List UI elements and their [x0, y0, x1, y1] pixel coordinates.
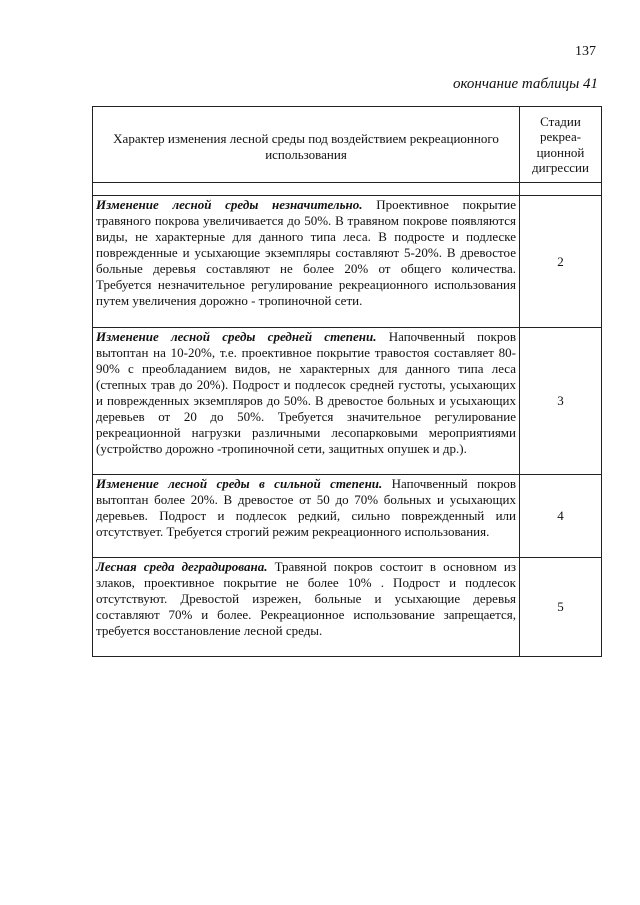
row-stage: 3	[520, 328, 602, 475]
row-description	[93, 328, 520, 475]
header-stage-line: дигрессии	[532, 160, 589, 175]
row-description	[93, 558, 520, 657]
stages-table	[92, 106, 602, 657]
row-lead: Лесная среда деградирована.	[96, 559, 268, 574]
row-stage: 2	[520, 196, 602, 328]
row-stage: 5	[520, 558, 602, 657]
table-row	[93, 328, 602, 475]
header-stage-line: ционной	[536, 144, 585, 160]
header-stage-line: Стадии	[540, 113, 581, 129]
table-row	[93, 558, 602, 657]
header-description: Характер изменения лесной среды под воздействием рекреационного использования	[93, 107, 520, 183]
page-number: 137	[575, 44, 596, 59]
row-text: Проективное покрытие травяного покрова увеличивается до 50%. В травяном покрове появляются виды, не характерные для данного типа леса. В подросте и подлеске поврежденные и усыхающие экземпляры составляют 5-20%. В древостое больные деревья составляют не более 20% от общего количества. Требуется незначительное регулирование рекреационного использования путем увеличения дорожно - тропиночной сети.	[96, 197, 516, 308]
row-text: Напочвенный покров вытоптан на 10-20%, т.е. проективное покрытие травостоя составляет 80-90% с преобладанием видов, не характерных для данного типа леса (степных трав до 20%). Подрост и подлесок средней густоты, усыхающих и поврежденных экземпляров до 50%. В древостое больных и усыхающих деревьев от 20 до 50%. Требуется значительное регулирование рекреационной нагрузки различными лесопарковыми мероприятиями (устройство дорожно -тропиночной сети, защитных опушек и др.).	[96, 329, 516, 456]
table-spacer-row	[93, 183, 602, 196]
row-stage: 4	[520, 475, 602, 558]
table-row	[93, 196, 602, 328]
row-text: Напочвенный покров вытоптан более 20%. В древостое от 50 до 70% больных и усыхающих деревьев. Подрост и подлесок редкий, сильно поврежденный или отсутствует. Требуется строгий режим рекреационного использования.	[96, 476, 516, 539]
header-stage	[520, 107, 602, 183]
row-description	[93, 196, 520, 328]
row-lead: Изменение лесной среды в сильной степени.	[96, 476, 383, 491]
table-continuation-caption: окончание таблицы 41	[452, 76, 598, 92]
row-text: Травяной покров состоит в основном из злаков, проективное покрытие не более 10% . Подрост и подлесок отсутствуют. Древостой изрежен, больные и усыхающие деревья составляют 70% и более. Рекреационное использование запрещается, требуется восстановление лесной среды.	[96, 559, 516, 638]
header-stage-line: рекреа-	[539, 129, 582, 144]
row-description	[93, 475, 520, 558]
table-row	[93, 475, 602, 558]
row-lead: Изменение лесной среды средней степени.	[96, 329, 377, 344]
table-header-row	[93, 107, 602, 183]
row-lead: Изменение лесной среды незначительно.	[96, 197, 363, 212]
